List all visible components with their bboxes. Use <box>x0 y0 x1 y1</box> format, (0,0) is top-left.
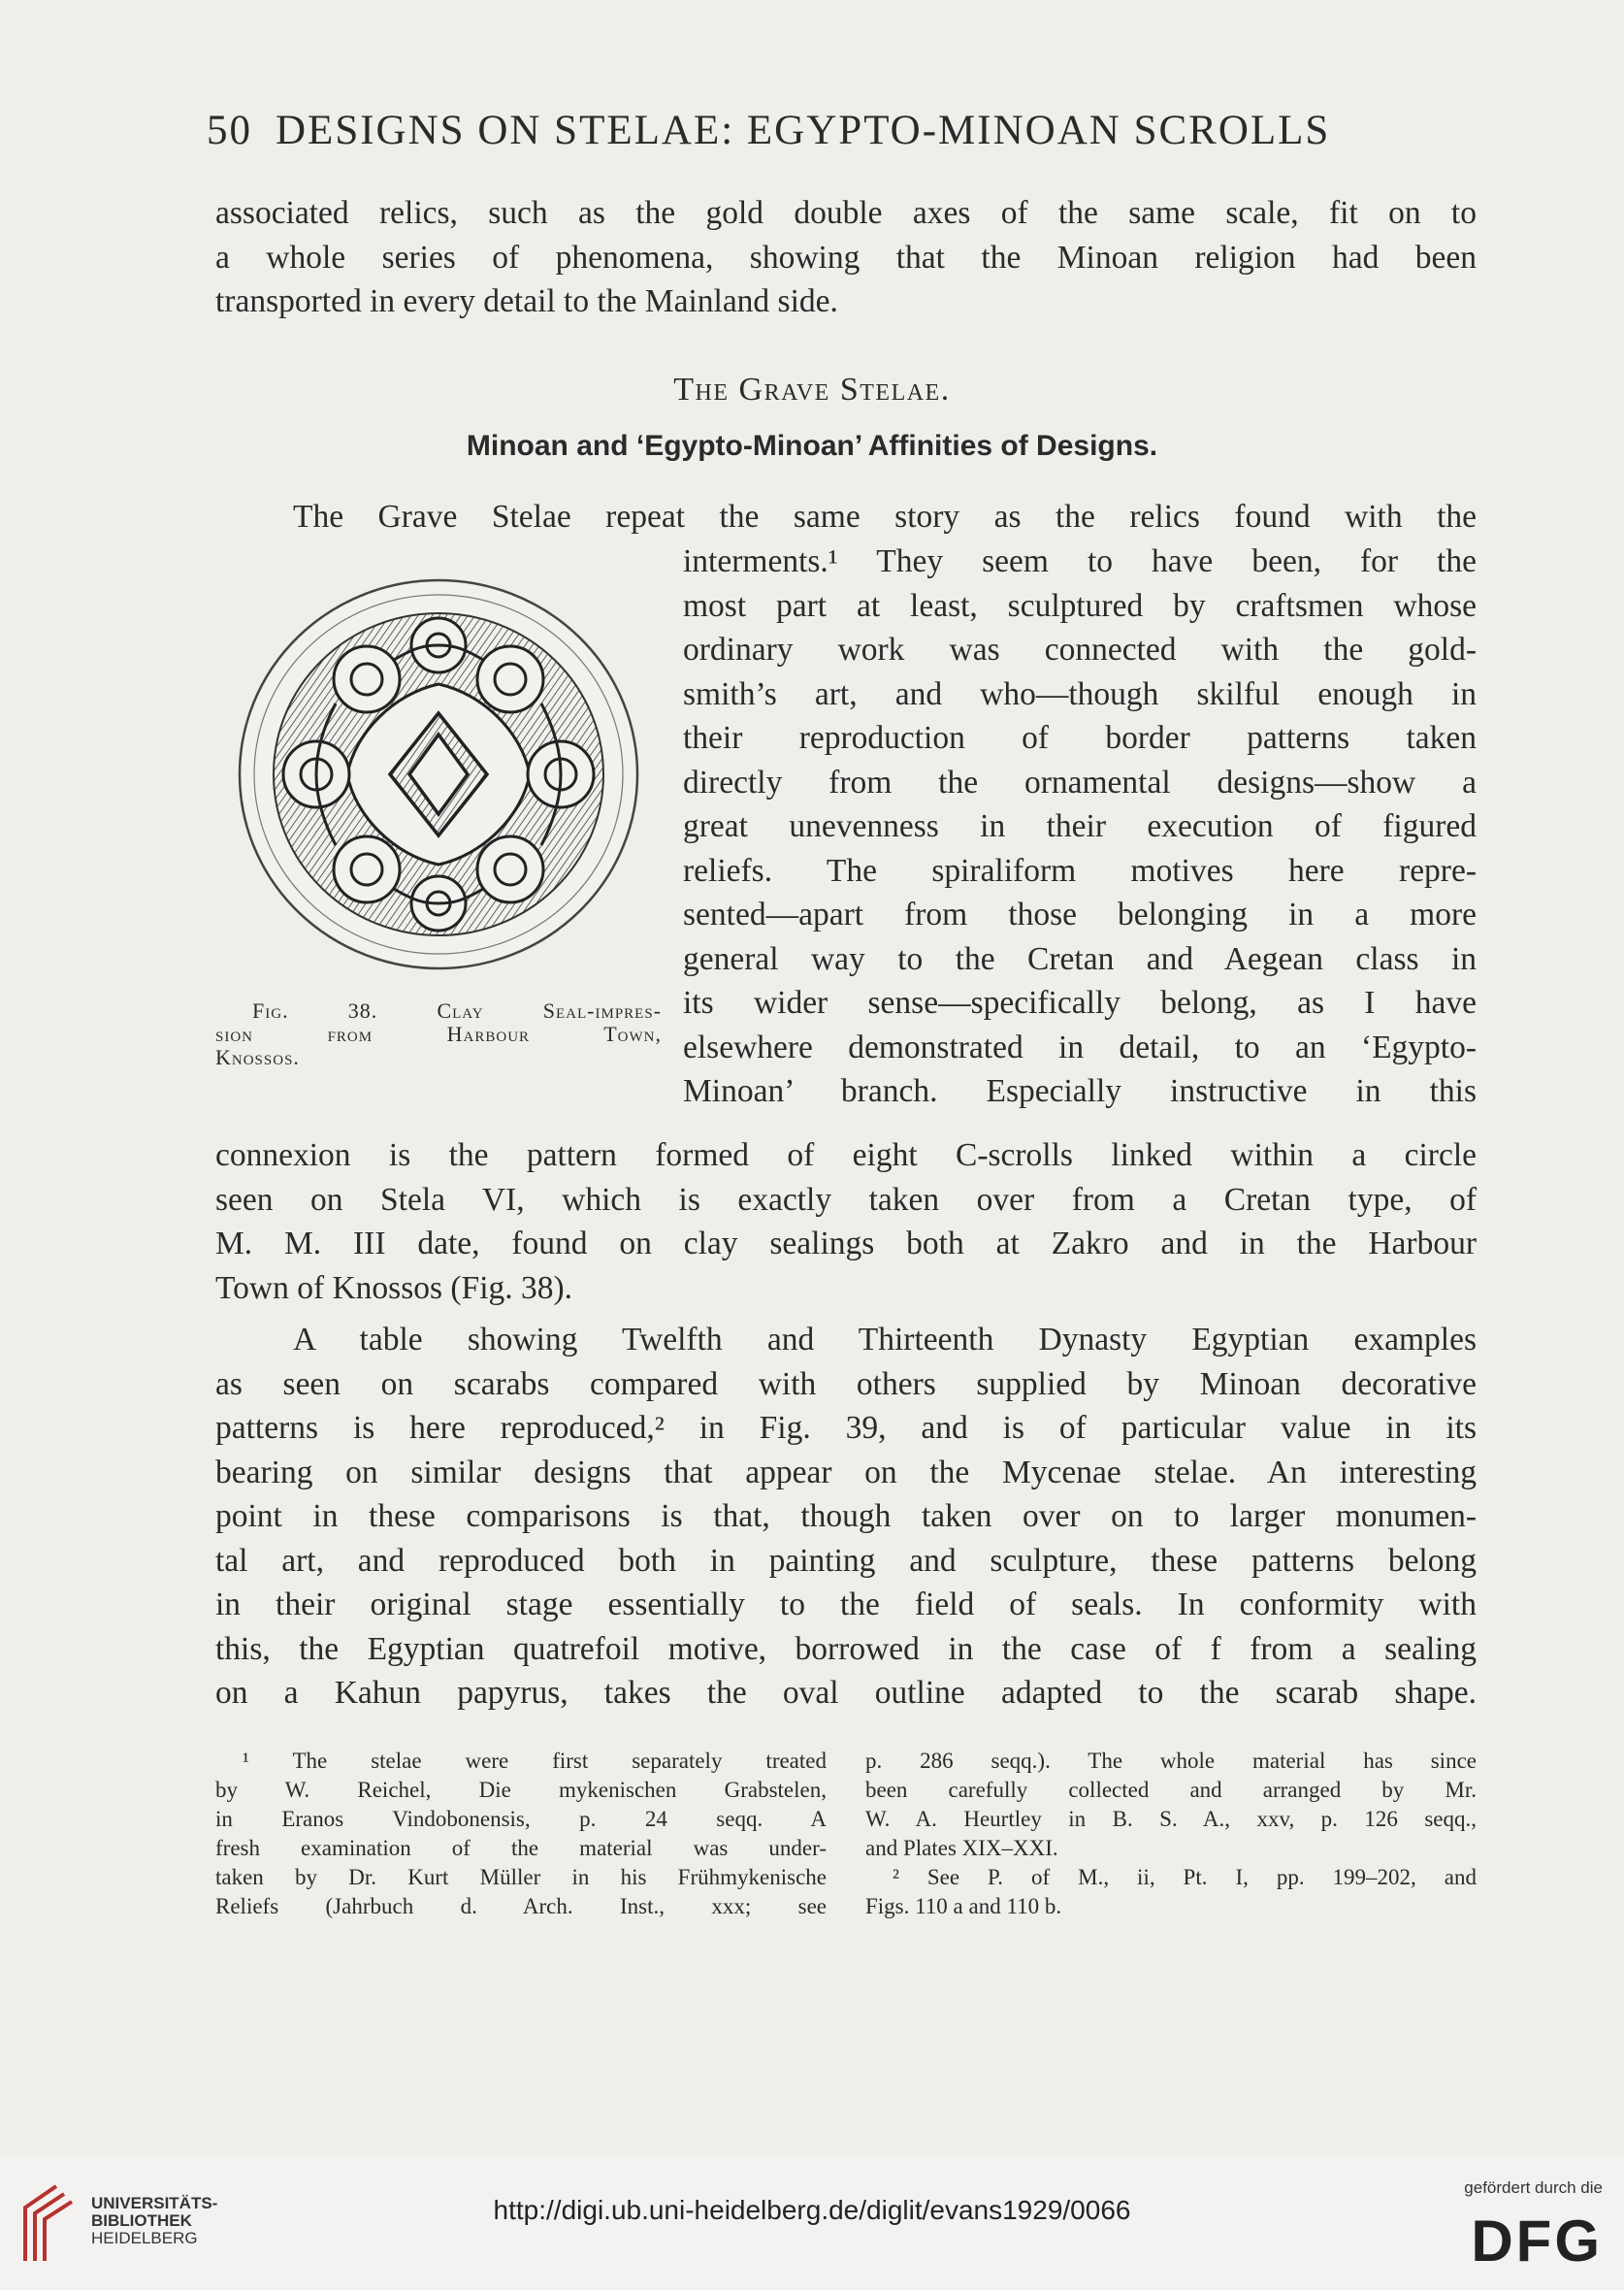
caption-line: Knossos. <box>215 1045 300 1069</box>
text-line: A table showing Twelfth and Thirteenth Dynasty Egyptian examples <box>293 1322 1477 1358</box>
footnote-line: p. 286 seqq.). The whole material has since <box>865 1749 1477 1773</box>
footnote-line: by W. Reichel, Die mykenischen Grabstelen, <box>215 1778 827 1802</box>
footnote-line: ² See P. of M., ii, Pt. I, pp. 199–202, and <box>893 1865 1477 1889</box>
text-line: M. M. III date, found on clay sealings both at Zakro and in the Harbour <box>215 1226 1477 1261</box>
text-line: The Grave Stelae repeat the same story as the relics found with the <box>293 499 1477 535</box>
dfg-logo: DFG <box>1471 2208 1603 2274</box>
seal-impression-figure <box>231 568 646 981</box>
library-name-line: UNIVERSITÄTS- <box>91 2194 218 2212</box>
footnote-line: taken by Dr. Kurt Müller in his Frühmykenische <box>215 1865 827 1889</box>
library-name-line: HEIDELBERG <box>91 2229 198 2247</box>
text-line: sented—apart from those belonging in a more <box>683 897 1477 932</box>
text-line: seen on Stela VI, which is exactly taken over from a Cretan type, of <box>215 1181 1477 1218</box>
paragraph-1-first-line <box>215 495 1477 540</box>
text-line: associated relics, such as the gold double axes of the same scale, fit on to <box>215 195 1477 231</box>
library-name-line: BIBLIOTHEK <box>91 2211 192 2230</box>
footnote-line: ¹ The stelae were first separately treated <box>243 1749 827 1773</box>
figure-caption <box>215 999 662 1069</box>
text-line: great unevenness in their execution of figured <box>683 808 1477 844</box>
text-line: smith’s art, and who—though skilful enough in <box>683 675 1477 712</box>
text-line: in their original stage essentially to the field of seals. In conformity with <box>215 1587 1477 1622</box>
caption-line: Fig. 38. Clay Seal-impres- <box>252 998 662 1023</box>
text-line: most part at least, sculptured by craftsmen whose <box>683 587 1477 624</box>
paragraph-1-wrapped-column <box>683 540 1477 1114</box>
text-line: patterns is here reproduced,² in Fig. 39, and is of particular value in its <box>215 1410 1477 1446</box>
footnote-line: Figs. 110 a and 110 b. <box>865 1894 1062 1918</box>
text-line: a whole series of phenomena, showing that the Minoan religion had been <box>215 239 1477 276</box>
text-line: as seen on scarabs compared with others supplied by Minoan decorative <box>215 1365 1477 1402</box>
text-line: this, the Egyptian quatrefoil motive, borrowed in the case of f from a sealing <box>215 1630 1477 1667</box>
funding-note: gefördert durch die <box>1464 2178 1603 2197</box>
caption-line: sion from Harbour Town, <box>215 1022 662 1046</box>
footnote-line: fresh examination of the material was under- <box>215 1836 827 1860</box>
text-line: general way to the Cretan and Aegean class in <box>683 940 1477 977</box>
intro-paragraph <box>215 191 1477 324</box>
paragraph-1-continuation <box>215 1133 1477 1310</box>
page-number: 50 <box>207 108 252 153</box>
permalink-url[interactable]: http://digi.ub.uni-heidelberg.de/diglit/evans1929/0066 <box>493 2195 1131 2225</box>
text-line: point in these comparisons is that, though taken over on to larger monumen- <box>215 1498 1477 1534</box>
footnote-line: and Plates XIX–XXI. <box>865 1836 1058 1860</box>
text-line: on a Kahun papyrus, takes the oval outline adapted to the scarab shape. <box>215 1675 1477 1711</box>
page-title: DESIGNS ON STELAE: EGYPTO-MINOAN SCROLLS <box>276 108 1331 153</box>
text-line: Minoan’ branch. Especially instructive in this <box>683 1073 1477 1109</box>
text-line: connexion is the pattern formed of eight C-scrolls linked within a circle <box>215 1137 1477 1173</box>
subheading: Minoan and ‘Egypto-Minoan’ Affinities of Designs. <box>466 430 1158 462</box>
footnotes-right-column <box>865 1747 1477 1921</box>
footnote-line: been carefully collected and arranged by Mr. <box>865 1778 1477 1802</box>
text-line: transported in every detail to the Mainland side. <box>215 283 838 319</box>
text-line: ordinary work was connected with the gold- <box>683 632 1477 668</box>
text-line: interments.¹ They seem to have been, for the <box>683 543 1477 579</box>
text-line: elsewhere demonstrated in detail, to an ‘Egypto- <box>683 1029 1477 1065</box>
text-line: reliefs. The spiraliform motives here repre- <box>683 852 1477 889</box>
text-line: Town of Knossos (Fig. 38). <box>215 1269 573 1306</box>
paragraph-2 <box>215 1318 1477 1716</box>
footnote-line: Reliefs (Jahrbuch d. Arch. Inst., xxx; see <box>215 1894 827 1918</box>
text-line: their reproduction of border patterns taken <box>683 720 1477 756</box>
text-line: directly from the ornamental designs—show a <box>683 764 1477 801</box>
footnotes-left-column <box>215 1747 827 1921</box>
running-head <box>207 107 1400 154</box>
footnote-line: in Eranos Vindobonensis, p. 24 seqq. A <box>215 1807 827 1831</box>
footnote-line: W. A. Heurtley in B. S. A., xxv, p. 126 seqq., <box>865 1807 1477 1831</box>
text-line: tal art, and reproduced both in painting and sculpture, these patterns belong <box>215 1542 1477 1579</box>
text-line: its wider sense—specifically belong, as I have <box>683 985 1477 1021</box>
section-heading: The Grave Stelae. <box>673 372 951 408</box>
text-line: bearing on similar designs that appear on the Mycenae stelae. An interesting <box>215 1454 1477 1490</box>
